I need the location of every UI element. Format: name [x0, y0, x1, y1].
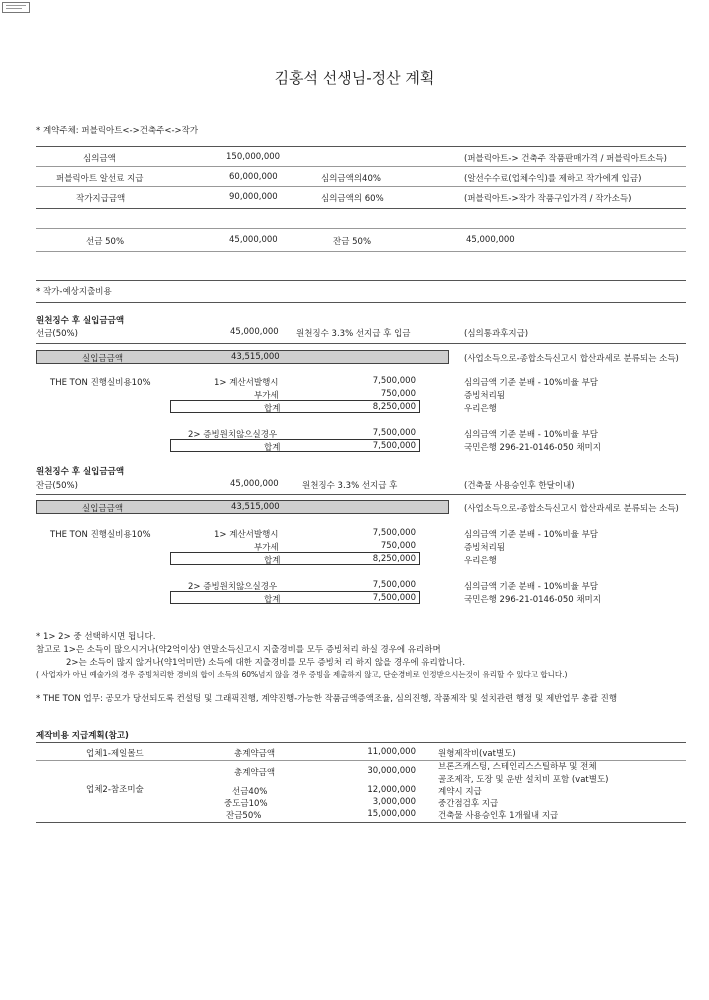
block-title: 원천징수 후 실입금금액 [36, 316, 125, 326]
sum2-remark: 국민은행 296-21-0146-050 채미지 [464, 595, 601, 605]
vat-label: 부가세 [254, 391, 279, 401]
contract-heading: * 계약주체: 퍼블릭아트<->건축주<->작가 [36, 126, 199, 136]
pay-amount: 45,000,000 [230, 327, 279, 337]
vendor2-row-label: 잔금50% [226, 811, 262, 821]
vendor2-row-note: 계약시 지급 [438, 787, 482, 797]
row-label: 퍼블릭아트 알선료 지급 [56, 174, 144, 184]
vat-amount: 750,000 [380, 389, 416, 399]
balance-label: 잔금 50% [333, 237, 372, 247]
vendor2-total-note: 골조제작, 도장 및 운반 설치비 포함 (vat별도) [438, 775, 609, 785]
row-amount: 60,000,000 [229, 172, 278, 182]
row-note: (퍼블릭아트->작가 작품구입가격 / 작가소득) [464, 194, 632, 204]
option2-amount: 7,500,000 [372, 428, 416, 438]
row-label: 심의금액 [83, 154, 116, 164]
sum2-remark: 국민은행 296-21-0146-050 채미지 [464, 443, 601, 453]
advance-label: 선금 50% [86, 237, 125, 247]
option1-remark: 심의금액 기준 분배 - 10%비율 부담 [464, 530, 599, 540]
option1-label: 1> 계산서발행시 [214, 530, 279, 540]
note-line: 참고로 1>은 소득이 많으시거나(약2억이상) 연말소득신고시 지출경비를 모두 증빙처리 하실 경우에 유리하며 [36, 645, 441, 655]
production-heading: 제작비용 지급계획(참고) [36, 731, 129, 741]
option2-remark: 심의금액 기준 분배 - 10%비율 부담 [464, 430, 599, 440]
vat-label: 부가세 [254, 543, 279, 553]
divider [36, 186, 686, 187]
divider [36, 280, 686, 281]
sum1-remark: 우리은행 [464, 404, 497, 414]
row-label: 작가지급금액 [76, 194, 126, 204]
vendor2-row-amount: 3,000,000 [372, 797, 416, 807]
vendor2-total-label: 총계약금액 [234, 768, 276, 778]
vendor2-total-note: 브론즈캐스팅, 스테인리스스틸하부 및 전체 [438, 762, 597, 772]
actual-remark: (사업소득으로-종합소득신고시 합산과세로 분류되는 소득) [464, 504, 679, 514]
sum2-label: 합계 [264, 443, 281, 453]
divider [36, 742, 686, 743]
row-mid: 심의금액의40% [321, 174, 381, 184]
sum2-amount: 7,500,000 [372, 441, 416, 451]
note-line: * THE TON 업무: 공모가 당선되도록 컨설팅 및 그래픽진행, 계약진행-가능한 작품금액증액조율, 심의진행, 작품제작 및 설치관련 행정 및 제반업무 총괄 진행 [36, 694, 618, 704]
page-title: 김홍석 선생님-정산 계획 [274, 69, 435, 87]
option2-amount: 7,500,000 [372, 580, 416, 590]
sum1-amount: 8,250,000 [372, 554, 416, 564]
ton-label: THE TON 진행실비용10% [50, 530, 151, 540]
sum1-remark: 우리은행 [464, 556, 497, 566]
vendor2-row-note: 건축물 사용승인후 1개월내 지급 [438, 811, 559, 821]
row-note: (퍼블릭아트-> 건축주 작품판매가격 / 퍼블릭아트소득) [464, 154, 667, 164]
vendor1-note: 원형제작비(vat별도) [438, 749, 516, 759]
option1-amount: 7,500,000 [372, 528, 416, 538]
block-title: 원천징수 후 실입금금액 [36, 467, 125, 477]
tax-note: 원천징수 3.3% 선지급 후 [302, 481, 398, 491]
cost-heading: * 작가-예상지출비용 [36, 287, 112, 297]
note-line: ( 사업자가 아닌 예술가의 경우 증빙처리한 경비의 합이 소득의 60%넘지 않을 경우 증빙을 제출하지 않고, 단순경비로 인정받으시는것이 유리할 수 있다고 합니다.) [36, 670, 568, 679]
actual-label: 실입금금액 [82, 354, 124, 364]
divider [36, 822, 686, 823]
divider [36, 208, 686, 209]
pay-amount: 45,000,000 [230, 479, 279, 489]
balance-amount: 45,000,000 [466, 235, 515, 245]
vendor2-row-label: 선금40% [232, 787, 268, 797]
actual-amount: 43,515,000 [231, 352, 280, 362]
note-line: * 1> 2> 중 선택하시면 됩니다. [36, 632, 156, 642]
row-note: (알선수수료(업체수익)를 제하고 작가에게 입금) [464, 174, 642, 184]
advance-amount: 45,000,000 [229, 235, 278, 245]
option1-amount: 7,500,000 [372, 376, 416, 386]
divider [36, 494, 686, 495]
row-amount: 150,000,000 [226, 152, 281, 162]
ton-label: THE TON 진행실비용10% [50, 378, 151, 388]
sum1-label: 합계 [264, 556, 281, 566]
tax-note: 원천징수 3.3% 선지급 후 입금 [296, 329, 411, 339]
divider [36, 343, 686, 344]
divider [36, 146, 686, 147]
vendor2-row-label: 중도금10% [224, 799, 268, 809]
divider [36, 166, 686, 167]
divider [36, 228, 686, 229]
pay-remark: (건축물 사용승인후 한달이내) [464, 481, 575, 491]
corner-stamp [2, 2, 30, 13]
actual-label: 실입금금액 [82, 504, 124, 514]
option2-remark: 심의금액 기준 분배 - 10%비율 부담 [464, 582, 599, 592]
actual-remark: (사업소득으로-종합소득신고시 합산과세로 분류되는 소득) [464, 354, 679, 364]
actual-amount: 43,515,000 [231, 502, 280, 512]
sum1-amount: 8,250,000 [372, 402, 416, 412]
row-amount: 90,000,000 [229, 192, 278, 202]
vendor2-name: 업체2-참조미술 [86, 785, 144, 795]
divider [36, 251, 686, 252]
option1-label: 1> 계산서발행시 [214, 378, 279, 388]
option1-remark: 심의금액 기준 분배 - 10%비율 부담 [464, 378, 599, 388]
vendor2-row-note: 중간점검후 지급 [438, 799, 499, 809]
sum2-amount: 7,500,000 [372, 593, 416, 603]
vat-remark: 증빙처리됨 [464, 543, 506, 553]
vendor1-name: 업체1-제일몰드 [86, 749, 144, 759]
option2-label: 2> 증빙원치않으실경우 [188, 582, 278, 592]
vendor2-row-amount: 12,000,000 [367, 785, 416, 795]
pay-label: 잔금(50%) [36, 481, 78, 491]
pay-remark: (심의통과후지급) [464, 329, 529, 339]
vendor2-row-amount: 15,000,000 [367, 809, 416, 819]
row-mid: 심의금액의 60% [321, 194, 384, 204]
sum2-label: 합계 [264, 595, 281, 605]
vendor2-total-amount: 30,000,000 [367, 766, 416, 776]
divider [36, 302, 686, 303]
sum1-label: 합계 [264, 404, 281, 414]
vat-remark: 증빙처리됨 [464, 391, 506, 401]
pay-label: 선금(50%) [36, 329, 78, 339]
option2-label: 2> 증빙원치않으실경우 [188, 430, 278, 440]
vendor1-label: 총계약금액 [234, 749, 276, 759]
vendor1-amount: 11,000,000 [367, 747, 416, 757]
vat-amount: 750,000 [380, 541, 416, 551]
note-line: 2>는 소득이 많지 않거나(약1억미만) 소득에 대한 지출경비를 모두 증빙처 리 하지 않을 경우에 유리합니다. [66, 658, 466, 668]
